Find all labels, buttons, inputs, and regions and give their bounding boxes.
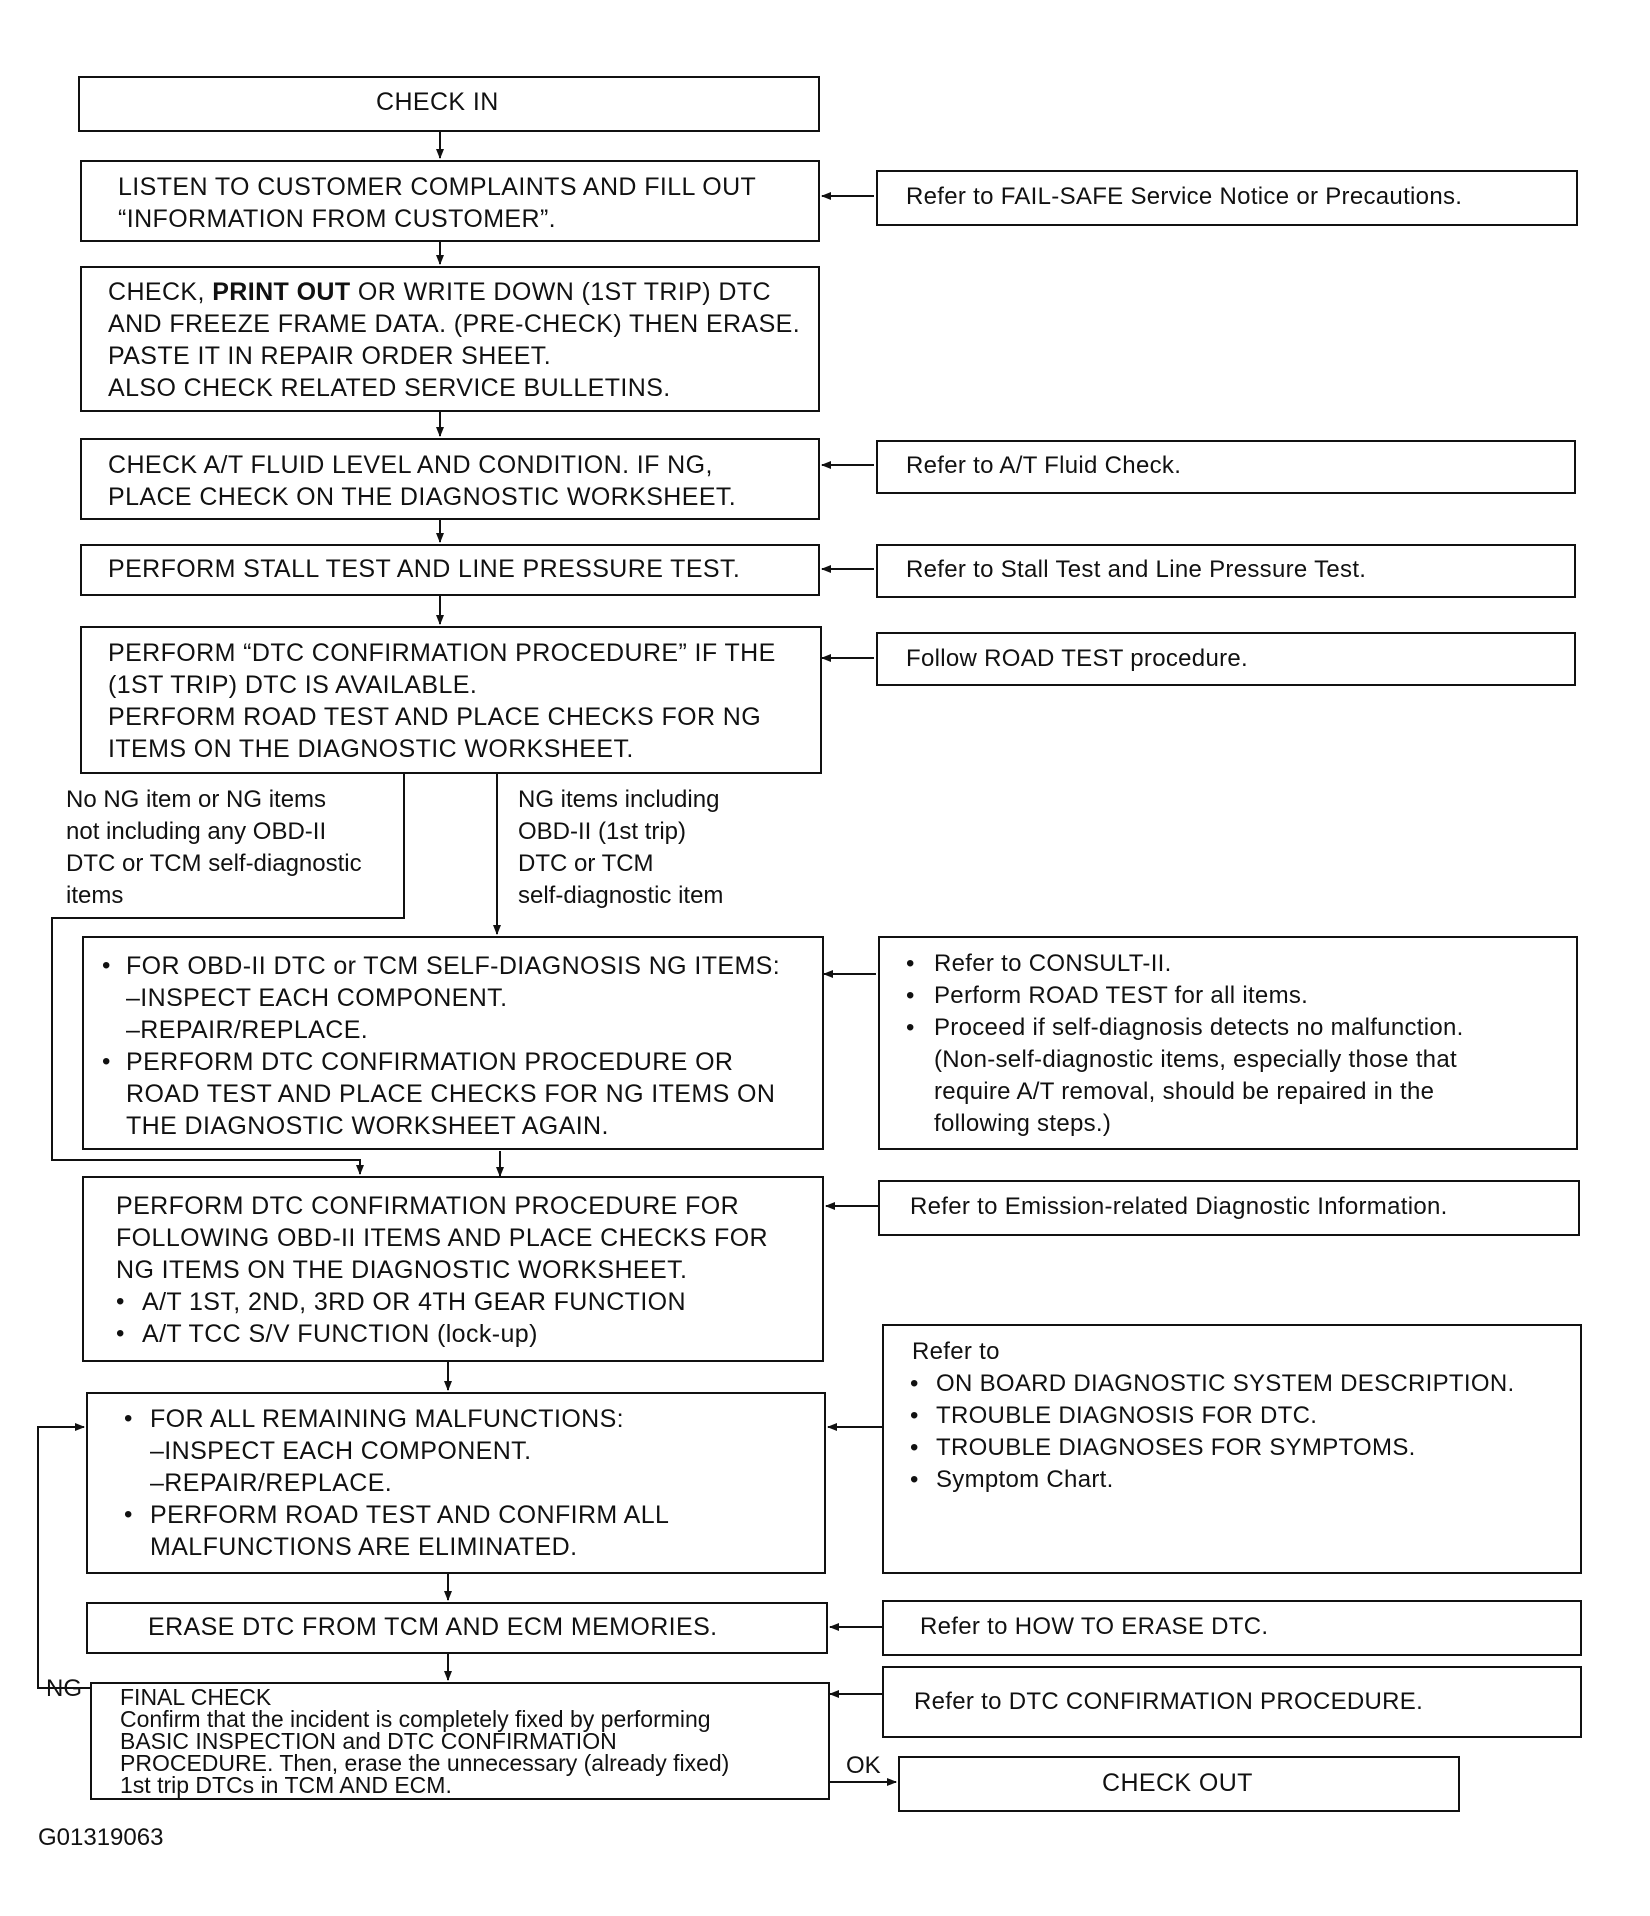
bullet-icon: • xyxy=(102,1048,111,1075)
ng-label: NG xyxy=(46,1675,82,1702)
ref-road-test-text: Follow ROAD TEST procedure. xyxy=(906,645,1249,672)
bullet-icon: • xyxy=(910,1402,919,1429)
ref-consult-b3-l2: (Non-self-diagnostic items, especially those that xyxy=(934,1046,1457,1073)
final-check-title: FINAL CHECK xyxy=(120,1684,272,1710)
obd-bullet-1: FOR OBD-II DTC or TCM SELF-DIAGNOSIS NG ITEMS: xyxy=(126,952,781,980)
obd-sub-1: –INSPECT EACH COMPONENT. xyxy=(126,984,508,1012)
bullet-icon: • xyxy=(906,1014,915,1041)
branch-right-line-4: self-diagnostic item xyxy=(518,882,724,909)
confirm-line-2: FOLLOWING OBD-II ITEMS AND PLACE CHECKS FOR xyxy=(116,1224,769,1252)
obd-sub-2: –REPAIR/REPLACE. xyxy=(126,1016,369,1044)
check-in-label: CHECK IN xyxy=(376,88,499,116)
ref-onboard-b4: Symptom Chart. xyxy=(936,1466,1114,1493)
dtc-line-3: PERFORM ROAD TEST AND PLACE CHECKS FOR NG xyxy=(108,703,762,731)
bullet-icon: • xyxy=(116,1288,125,1315)
ref-fluid-text: Refer to A/T Fluid Check. xyxy=(906,452,1182,479)
confirm-bullet-2: A/T TCC S/V FUNCTION (lock-up) xyxy=(142,1320,538,1348)
ref-emission-text: Refer to Emission-related Diagnostic Information. xyxy=(910,1193,1448,1220)
remaining-sub-1: –INSPECT EACH COMPONENT. xyxy=(150,1437,532,1465)
listen-line-2: “INFORMATION FROM CUSTOMER”. xyxy=(118,205,557,233)
remaining-bullet-2-line-1: PERFORM ROAD TEST AND CONFIRM ALL xyxy=(150,1501,670,1529)
branch-left-line-3: DTC or TCM self-diagnostic xyxy=(66,850,362,877)
final-check-line-3: PROCEDURE. Then, erase the unnecessary (already fixed) xyxy=(120,1750,730,1776)
confirm-bullet-1: A/T 1ST, 2ND, 3RD OR 4TH GEAR FUNCTION xyxy=(142,1288,686,1316)
bullet-icon: • xyxy=(910,1466,919,1493)
branch-right-line-3: DTC or TCM xyxy=(518,850,654,877)
print-line-4: ALSO CHECK RELATED SERVICE BULLETINS. xyxy=(108,374,671,402)
dtc-line-1: PERFORM “DTC CONFIRMATION PROCEDURE” IF THE xyxy=(108,639,776,667)
ref-consult-b2: Perform ROAD TEST for all items. xyxy=(934,982,1309,1009)
dtc-line-2: (1ST TRIP) DTC IS AVAILABLE. xyxy=(108,671,478,699)
final-check-line-4: 1st trip DTCs in TCM AND ECM. xyxy=(120,1772,452,1798)
bullet-icon: • xyxy=(906,982,915,1009)
ref-stall-text: Refer to Stall Test and Line Pressure Test. xyxy=(906,556,1367,583)
ref-onboard-title: Refer to xyxy=(912,1338,1000,1365)
bullet-icon: • xyxy=(124,1405,133,1432)
erase-line: ERASE DTC FROM TCM AND ECM MEMORIES. xyxy=(148,1613,718,1641)
branch-right-line-2: OBD-II (1st trip) xyxy=(518,818,687,845)
ref-consult-b3-l1: Proceed if self-diagnosis detects no malfunction. xyxy=(934,1014,1464,1041)
print-line-3: PASTE IT IN REPAIR ORDER SHEET. xyxy=(108,342,552,370)
ref-consult-b3-l4: following steps.) xyxy=(934,1110,1112,1137)
bullet-icon: • xyxy=(910,1370,919,1397)
final-check-line-2: BASIC INSPECTION and DTC CONFIRMATION xyxy=(120,1728,617,1754)
ref-dtc-confirm-text: Refer to DTC CONFIRMATION PROCEDURE. xyxy=(914,1688,1424,1715)
obd-bullet-2-line-3: THE DIAGNOSTIC WORKSHEET AGAIN. xyxy=(126,1112,609,1140)
branch-right-line-1: NG items including xyxy=(518,786,720,813)
final-check-line-1: Confirm that the incident is completely fixed by performing xyxy=(120,1706,711,1732)
fluid-line-2: PLACE CHECK ON THE DIAGNOSTIC WORKSHEET. xyxy=(108,483,737,511)
remaining-bullet-1: FOR ALL REMAINING MALFUNCTIONS: xyxy=(150,1405,625,1433)
figure-id: G01319063 xyxy=(38,1824,164,1851)
branch-left-line-1: No NG item or NG items xyxy=(66,786,327,813)
bullet-icon: • xyxy=(906,950,915,977)
stall-line: PERFORM STALL TEST AND LINE PRESSURE TEST. xyxy=(108,555,741,583)
branch-left-line-2: not including any OBD-II xyxy=(66,818,327,845)
bullet-icon: • xyxy=(116,1320,125,1347)
print-line-1: CHECK, PRINT OUT OR WRITE DOWN (1ST TRIP) DTC xyxy=(108,278,771,306)
bullet-icon: • xyxy=(102,952,111,979)
check-out-label: CHECK OUT xyxy=(1102,1769,1253,1797)
bullet-icon: • xyxy=(124,1501,133,1528)
remaining-sub-2: –REPAIR/REPLACE. xyxy=(150,1469,393,1497)
remaining-bullet-2-line-2: MALFUNCTIONS ARE ELIMINATED. xyxy=(150,1533,578,1561)
confirm-line-1: PERFORM DTC CONFIRMATION PROCEDURE FOR xyxy=(116,1192,740,1220)
ref-failsafe-text: Refer to FAIL-SAFE Service Notice or Precautions. xyxy=(906,183,1463,210)
fluid-line-1: CHECK A/T FLUID LEVEL AND CONDITION. IF NG, xyxy=(108,451,713,479)
ref-onboard-b1: ON BOARD DIAGNOSTIC SYSTEM DESCRIPTION. xyxy=(936,1370,1515,1397)
ref-consult-b1: Refer to CONSULT-II. xyxy=(934,950,1172,977)
confirm-line-3: NG ITEMS ON THE DIAGNOSTIC WORKSHEET. xyxy=(116,1256,688,1284)
ref-onboard-b2: TROUBLE DIAGNOSIS FOR DTC. xyxy=(936,1402,1318,1429)
obd-bullet-2-line-2: ROAD TEST AND PLACE CHECKS FOR NG ITEMS ON xyxy=(126,1080,776,1108)
ref-erase-text: Refer to HOW TO ERASE DTC. xyxy=(920,1613,1269,1640)
branch-left-line-4: items xyxy=(66,882,124,909)
obd-bullet-2-line-1: PERFORM DTC CONFIRMATION PROCEDURE OR xyxy=(126,1048,734,1076)
bullet-icon: • xyxy=(910,1434,919,1461)
ref-onboard-b3: TROUBLE DIAGNOSES FOR SYMPTOMS. xyxy=(936,1434,1416,1461)
ref-consult-b3-l3: require A/T removal, should be repaired in the xyxy=(934,1078,1435,1105)
ok-label: OK xyxy=(846,1752,881,1779)
print-line-2: AND FREEZE FRAME DATA. (PRE-CHECK) THEN ERASE. xyxy=(108,310,801,338)
dtc-line-4: ITEMS ON THE DIAGNOSTIC WORKSHEET. xyxy=(108,735,634,763)
listen-line-1: LISTEN TO CUSTOMER COMPLAINTS AND FILL OUT xyxy=(118,173,757,201)
